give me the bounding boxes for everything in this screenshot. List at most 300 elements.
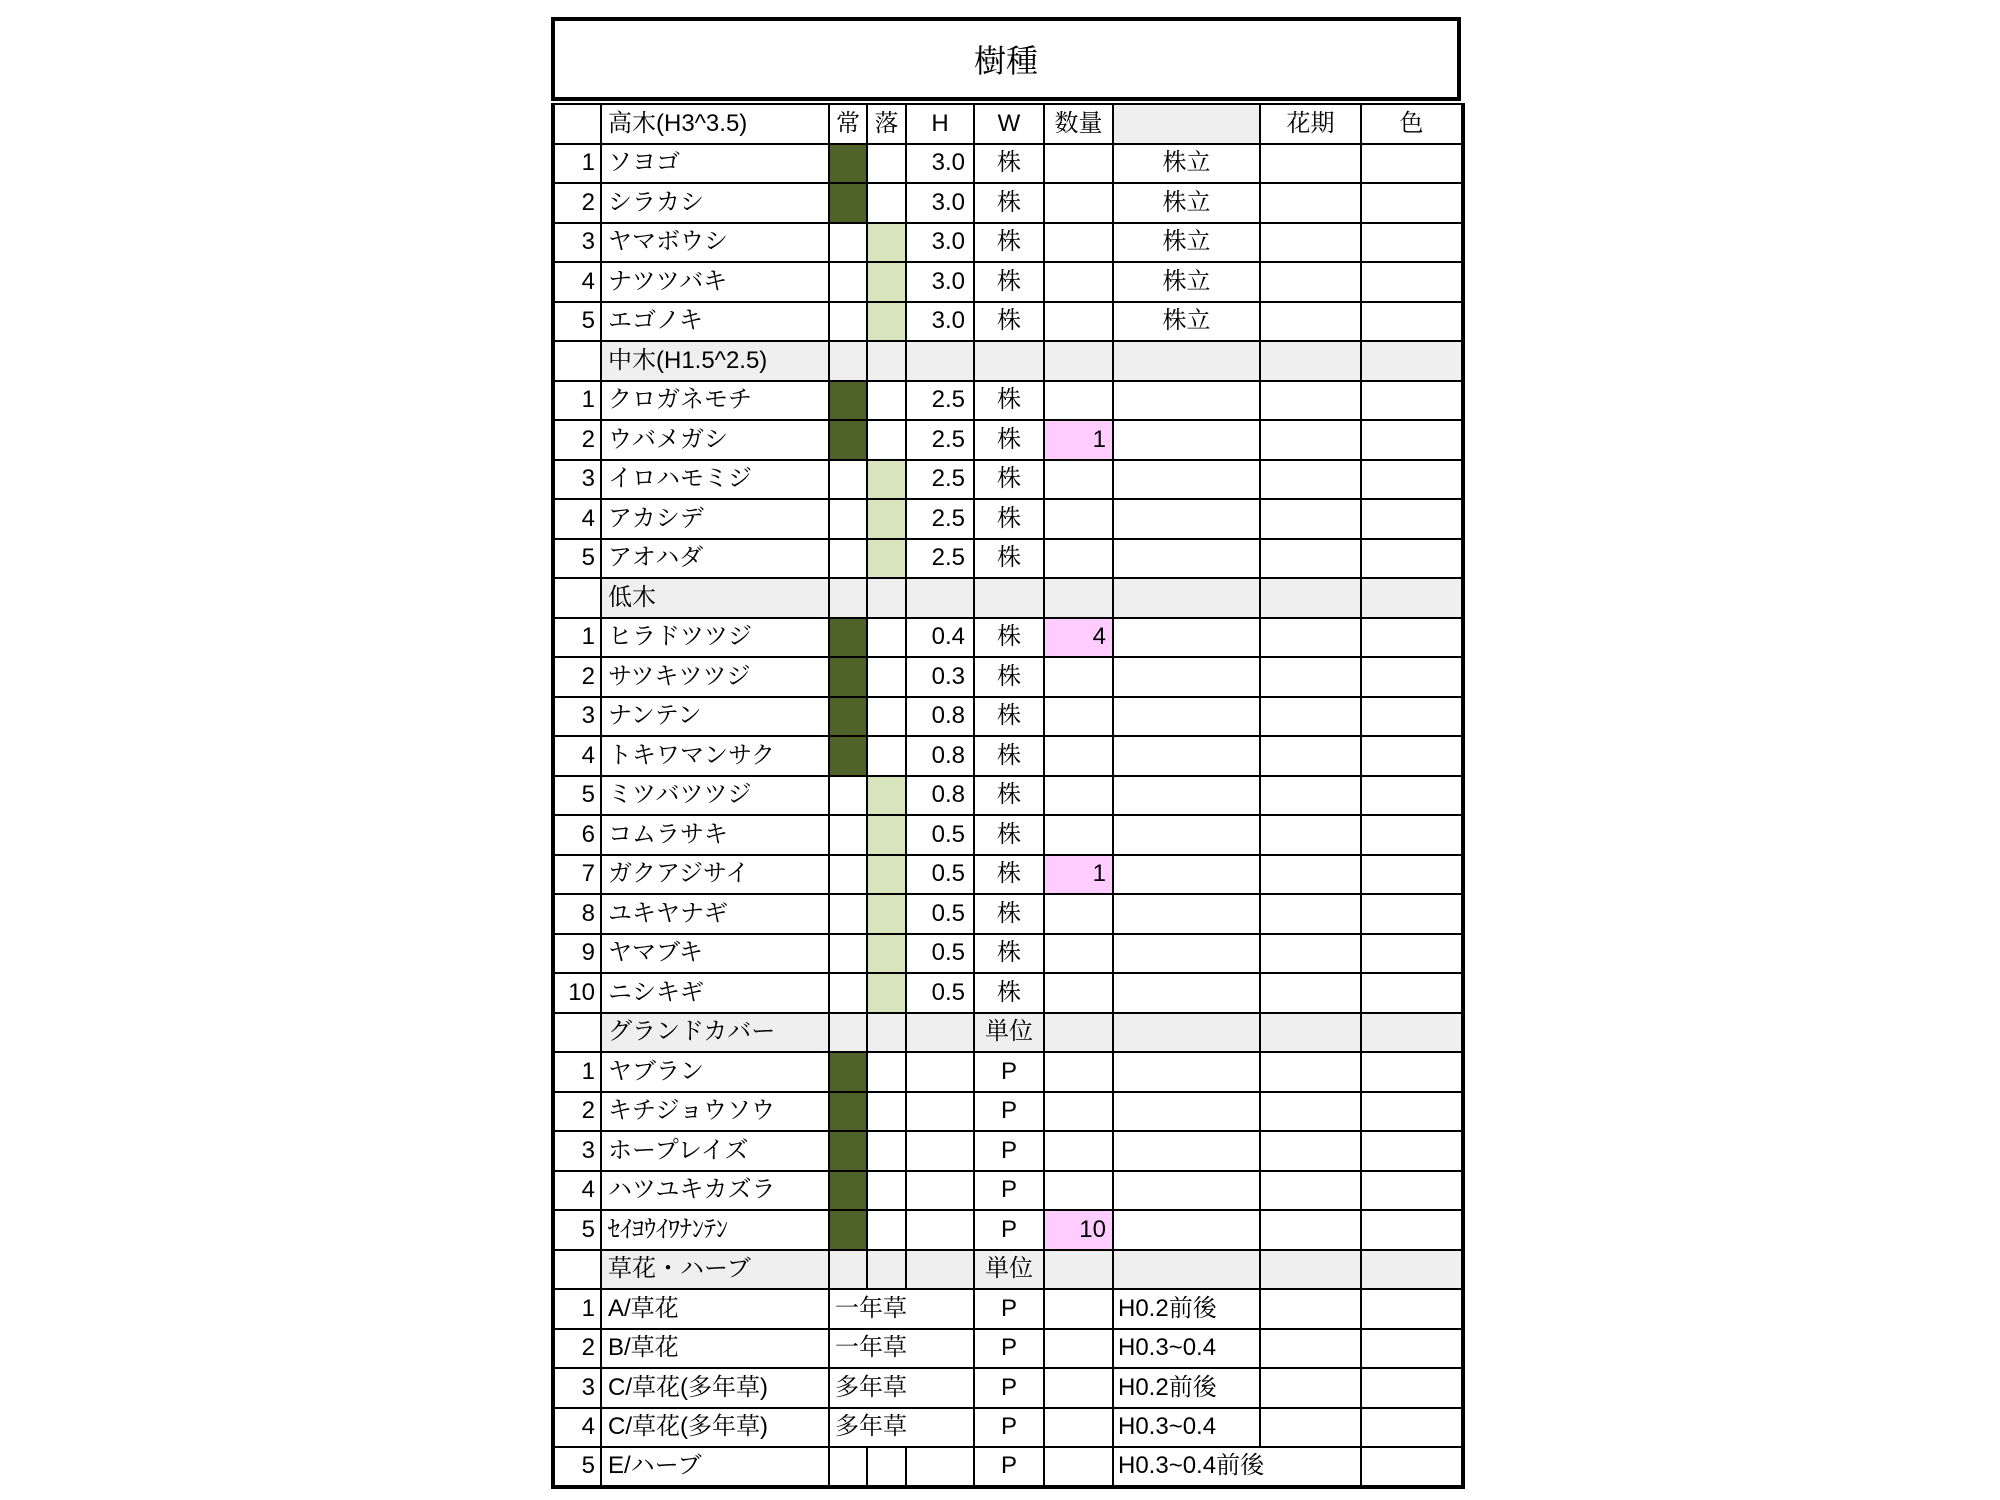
note-cell — [1113, 341, 1260, 381]
table-row — [553, 1052, 1463, 1092]
plant-name-cell: ホープレイズ — [601, 1131, 829, 1171]
unit-cell: 株 — [974, 855, 1044, 895]
height-cell: 2.5 — [906, 539, 974, 579]
plant-name-cell: ガクアジサイ — [601, 855, 829, 895]
row-number-cell: 1 — [553, 618, 601, 658]
unit-cell: 株 — [974, 973, 1044, 1013]
quantity-cell — [1044, 341, 1113, 381]
color-cell — [1361, 1329, 1463, 1369]
plant-name-cell: トキワマンサク — [601, 736, 829, 776]
table-row — [553, 776, 1463, 816]
evergreen-cell — [829, 420, 867, 460]
height-cell: 0.5 — [906, 934, 974, 974]
plant-kind-cell: 多年草 — [829, 1408, 974, 1448]
quantity-cell — [1044, 1131, 1113, 1171]
row-number-cell: 4 — [553, 1408, 601, 1448]
plant-name-cell: シラカシ — [601, 183, 829, 223]
quantity-cell — [1044, 934, 1113, 974]
plant-name-cell: エゴノキ — [601, 302, 829, 342]
quantity-cell — [1044, 302, 1113, 342]
header-quantity: 数量 — [1044, 104, 1113, 144]
color-cell — [1361, 1210, 1463, 1250]
plant-name-cell: ウバメガシ — [601, 420, 829, 460]
row-number-cell: 4 — [553, 736, 601, 776]
deciduous-cell — [867, 815, 906, 855]
height-cell: 3.0 — [906, 223, 974, 263]
bloom-cell — [1260, 697, 1361, 737]
quantity-cell — [1044, 1171, 1113, 1211]
color-cell — [1361, 1052, 1463, 1092]
quantity-cell: 4 — [1044, 618, 1113, 658]
evergreen-cell — [829, 1210, 867, 1250]
note-cell — [1113, 1131, 1260, 1171]
height-cell: 0.5 — [906, 894, 974, 934]
table-row — [553, 815, 1463, 855]
height-cell: 0.5 — [906, 973, 974, 1013]
unit-cell — [974, 578, 1044, 618]
color-cell — [1361, 1131, 1463, 1171]
table-row — [553, 1329, 1463, 1369]
unit-cell: P — [974, 1092, 1044, 1132]
tree-species-table — [551, 103, 1465, 1489]
quantity-cell — [1044, 657, 1113, 697]
unit-cell: 株 — [974, 539, 1044, 579]
evergreen-cell — [829, 855, 867, 895]
evergreen-cell — [829, 815, 867, 855]
note-cell: H0.3~0.4 — [1113, 1329, 1260, 1369]
bloom-cell — [1260, 1250, 1361, 1290]
height-cell — [906, 1052, 974, 1092]
bloom-cell — [1260, 1210, 1361, 1250]
plant-name-cell: C/草花(多年草) — [601, 1408, 829, 1448]
bloom-cell — [1260, 341, 1361, 381]
unit-cell: 株 — [974, 776, 1044, 816]
bloom-cell — [1260, 815, 1361, 855]
unit-cell: 株 — [974, 894, 1044, 934]
plant-name-cell: クロガネモチ — [601, 381, 829, 421]
note-cell — [1113, 815, 1260, 855]
deciduous-cell — [867, 934, 906, 974]
unit-cell: 株 — [974, 262, 1044, 302]
table-row — [553, 302, 1463, 342]
unit-cell: 単位 — [974, 1250, 1044, 1290]
quantity-cell: 10 — [1044, 1210, 1113, 1250]
note-cell: 株立 — [1113, 223, 1260, 263]
evergreen-cell — [829, 1171, 867, 1211]
quantity-cell — [1044, 499, 1113, 539]
bloom-cell — [1260, 578, 1361, 618]
unit-cell: P — [974, 1052, 1044, 1092]
quantity-cell — [1044, 223, 1113, 263]
quantity-cell — [1044, 1368, 1113, 1408]
unit-cell: 株 — [974, 815, 1044, 855]
deciduous-cell — [867, 499, 906, 539]
unit-cell: 株 — [974, 657, 1044, 697]
plant-name-cell: ハツユキカズラ — [601, 1171, 829, 1211]
note-cell: H0.2前後 — [1113, 1289, 1260, 1329]
unit-cell: P — [974, 1131, 1044, 1171]
deciduous-cell — [867, 855, 906, 895]
header-height: H — [906, 104, 974, 144]
bloom-cell — [1260, 657, 1361, 697]
section-label: 中木(H1.5^2.5) — [601, 341, 829, 381]
evergreen-cell — [829, 144, 867, 184]
note-cell — [1113, 776, 1260, 816]
plant-name-cell: ｾｲﾖｳｲﾜﾅﾝﾃﾝ — [601, 1210, 829, 1250]
row-number-cell: 8 — [553, 894, 601, 934]
evergreen-cell — [829, 499, 867, 539]
note-cell — [1113, 460, 1260, 500]
plant-name-cell: アカシデ — [601, 499, 829, 539]
table-row — [553, 697, 1463, 737]
deciduous-cell — [867, 657, 906, 697]
deciduous-cell — [867, 183, 906, 223]
row-number-cell: 3 — [553, 1131, 601, 1171]
height-cell — [906, 1210, 974, 1250]
note-cell — [1113, 1171, 1260, 1211]
deciduous-cell — [867, 697, 906, 737]
quantity-cell — [1044, 1289, 1113, 1329]
height-cell: 3.0 — [906, 302, 974, 342]
section-row — [553, 341, 1463, 381]
row-number-cell: 2 — [553, 657, 601, 697]
quantity-cell — [1044, 381, 1113, 421]
table-row — [553, 934, 1463, 974]
deciduous-cell — [867, 1013, 906, 1053]
height-cell — [906, 578, 974, 618]
evergreen-cell — [829, 736, 867, 776]
color-cell — [1361, 657, 1463, 697]
evergreen-cell — [829, 618, 867, 658]
row-number-cell: 5 — [553, 776, 601, 816]
bloom-cell — [1260, 420, 1361, 460]
sheet-title: 樹種 — [973, 43, 1038, 79]
note-cell — [1113, 420, 1260, 460]
height-cell: 3.0 — [906, 183, 974, 223]
color-cell — [1361, 539, 1463, 579]
header-bloom: 花期 — [1260, 104, 1361, 144]
color-cell — [1361, 420, 1463, 460]
plant-name-cell: A/草花 — [601, 1289, 829, 1329]
unit-cell: 株 — [974, 144, 1044, 184]
unit-cell: 株 — [974, 420, 1044, 460]
height-cell — [906, 1013, 974, 1053]
bloom-cell — [1260, 776, 1361, 816]
table-row — [553, 460, 1463, 500]
unit-cell: 株 — [974, 618, 1044, 658]
row-number-cell: 2 — [553, 1092, 601, 1132]
note-cell — [1113, 697, 1260, 737]
plant-name-cell: B/草花 — [601, 1329, 829, 1369]
note-cell — [1113, 539, 1260, 579]
section-label: グランドカバー — [601, 1013, 829, 1053]
sheet-title-box — [551, 17, 1461, 101]
deciduous-cell — [867, 302, 906, 342]
header-number-cell — [553, 104, 601, 144]
height-cell — [906, 1092, 974, 1132]
evergreen-cell — [829, 302, 867, 342]
deciduous-cell — [867, 1092, 906, 1132]
table-row — [553, 262, 1463, 302]
quantity-cell — [1044, 815, 1113, 855]
plant-name-cell: ニシキギ — [601, 973, 829, 1013]
bloom-cell — [1260, 618, 1361, 658]
note-cell: H0.2前後 — [1113, 1368, 1260, 1408]
row-number-cell — [553, 1013, 601, 1053]
note-cell: H0.3~0.4前後 — [1113, 1447, 1361, 1487]
deciduous-cell — [867, 460, 906, 500]
color-cell — [1361, 381, 1463, 421]
evergreen-cell — [829, 460, 867, 500]
bloom-cell — [1260, 1013, 1361, 1053]
height-cell — [906, 1447, 974, 1487]
note-cell — [1113, 657, 1260, 697]
evergreen-cell — [829, 894, 867, 934]
evergreen-cell — [829, 1092, 867, 1132]
bloom-cell — [1260, 1368, 1361, 1408]
quantity-cell — [1044, 578, 1113, 618]
evergreen-cell — [829, 1013, 867, 1053]
row-number-cell: 3 — [553, 1368, 601, 1408]
height-cell: 0.8 — [906, 697, 974, 737]
row-number-cell: 3 — [553, 223, 601, 263]
table-row — [553, 1289, 1463, 1329]
unit-cell: 株 — [974, 697, 1044, 737]
deciduous-cell — [867, 144, 906, 184]
deciduous-cell — [867, 381, 906, 421]
deciduous-cell — [867, 1052, 906, 1092]
table-row — [553, 144, 1463, 184]
plant-name-cell: アオハダ — [601, 539, 829, 579]
color-cell — [1361, 618, 1463, 658]
color-cell — [1361, 1289, 1463, 1329]
color-cell — [1361, 262, 1463, 302]
header-width: W — [974, 104, 1044, 144]
table-row — [553, 736, 1463, 776]
quantity-cell: 1 — [1044, 420, 1113, 460]
bloom-cell — [1260, 302, 1361, 342]
bloom-cell — [1260, 1289, 1361, 1329]
evergreen-cell — [829, 776, 867, 816]
plant-name-cell: ヤマボウシ — [601, 223, 829, 263]
quantity-cell — [1044, 736, 1113, 776]
row-number-cell: 5 — [553, 1210, 601, 1250]
evergreen-cell — [829, 539, 867, 579]
bloom-cell — [1260, 262, 1361, 302]
color-cell — [1361, 736, 1463, 776]
table-row — [553, 657, 1463, 697]
bloom-cell — [1260, 894, 1361, 934]
table-row — [553, 855, 1463, 895]
height-cell: 2.5 — [906, 381, 974, 421]
header-deciduous: 落 — [867, 104, 906, 144]
height-cell: 3.0 — [906, 144, 974, 184]
height-cell: 2.5 — [906, 460, 974, 500]
bloom-cell — [1260, 855, 1361, 895]
evergreen-cell — [829, 1131, 867, 1171]
deciduous-cell — [867, 894, 906, 934]
color-cell — [1361, 973, 1463, 1013]
note-cell: 株立 — [1113, 144, 1260, 184]
evergreen-cell — [829, 578, 867, 618]
table-row — [553, 894, 1463, 934]
table-row — [553, 1368, 1463, 1408]
row-number-cell: 3 — [553, 460, 601, 500]
unit-cell: P — [974, 1447, 1044, 1487]
note-cell — [1113, 578, 1260, 618]
deciduous-cell — [867, 736, 906, 776]
unit-cell: 株 — [974, 381, 1044, 421]
table-row — [553, 1408, 1463, 1448]
quantity-cell — [1044, 1250, 1113, 1290]
quantity-cell: 1 — [1044, 855, 1113, 895]
bloom-cell — [1260, 381, 1361, 421]
unit-cell: P — [974, 1210, 1044, 1250]
unit-cell: 株 — [974, 223, 1044, 263]
evergreen-cell — [829, 1250, 867, 1290]
note-cell: 株立 — [1113, 302, 1260, 342]
note-cell — [1113, 1250, 1260, 1290]
note-cell — [1113, 973, 1260, 1013]
row-number-cell: 2 — [553, 1329, 601, 1369]
color-cell — [1361, 934, 1463, 974]
header-evergreen: 常 — [829, 104, 867, 144]
note-cell — [1113, 1092, 1260, 1132]
height-cell: 2.5 — [906, 499, 974, 539]
table-row — [553, 1210, 1463, 1250]
color-cell — [1361, 1447, 1463, 1487]
bloom-cell — [1260, 183, 1361, 223]
row-number-cell: 2 — [553, 183, 601, 223]
deciduous-cell — [867, 1171, 906, 1211]
quantity-cell — [1044, 1447, 1113, 1487]
header-row — [553, 104, 1463, 144]
unit-cell: 株 — [974, 183, 1044, 223]
color-cell — [1361, 183, 1463, 223]
row-number-cell: 4 — [553, 1171, 601, 1211]
height-cell: 0.8 — [906, 776, 974, 816]
plant-name-cell: E/ハーブ — [601, 1447, 829, 1487]
note-cell — [1113, 1013, 1260, 1053]
bloom-cell — [1260, 223, 1361, 263]
row-number-cell — [553, 1250, 601, 1290]
evergreen-cell — [829, 934, 867, 974]
table-row — [553, 973, 1463, 1013]
bloom-cell — [1260, 1131, 1361, 1171]
color-cell — [1361, 499, 1463, 539]
table-row — [553, 183, 1463, 223]
color-cell — [1361, 302, 1463, 342]
plant-kind-cell: 一年草 — [829, 1289, 974, 1329]
row-number-cell: 5 — [553, 302, 601, 342]
section-row — [553, 578, 1463, 618]
bloom-cell — [1260, 1329, 1361, 1369]
bloom-cell — [1260, 1171, 1361, 1211]
color-cell — [1361, 1408, 1463, 1448]
table-row — [553, 1447, 1463, 1487]
plant-name-cell: キチジョウソウ — [601, 1092, 829, 1132]
header-category: 高木(H3^3.5) — [601, 104, 829, 144]
evergreen-cell — [829, 1052, 867, 1092]
row-number-cell: 10 — [553, 973, 601, 1013]
plant-name-cell: イロハモミジ — [601, 460, 829, 500]
bloom-cell — [1260, 1408, 1361, 1448]
row-number-cell: 4 — [553, 499, 601, 539]
color-cell — [1361, 855, 1463, 895]
deciduous-cell — [867, 1210, 906, 1250]
row-number-cell: 1 — [553, 1289, 601, 1329]
color-cell — [1361, 776, 1463, 816]
height-cell — [906, 1171, 974, 1211]
row-number-cell: 2 — [553, 420, 601, 460]
height-cell: 3.0 — [906, 262, 974, 302]
bloom-cell — [1260, 973, 1361, 1013]
note-cell — [1113, 499, 1260, 539]
section-label: 草花・ハーブ — [601, 1250, 829, 1290]
note-cell — [1113, 618, 1260, 658]
unit-cell: 株 — [974, 460, 1044, 500]
deciduous-cell — [867, 578, 906, 618]
table-row — [553, 381, 1463, 421]
quantity-cell — [1044, 776, 1113, 816]
quantity-cell — [1044, 1013, 1113, 1053]
height-cell: 0.5 — [906, 855, 974, 895]
color-cell — [1361, 1092, 1463, 1132]
plant-name-cell: ミツバツツジ — [601, 776, 829, 816]
height-cell — [906, 341, 974, 381]
row-number-cell: 7 — [553, 855, 601, 895]
plant-name-cell: ナンテン — [601, 697, 829, 737]
note-cell — [1113, 381, 1260, 421]
plant-name-cell: コムラサキ — [601, 815, 829, 855]
note-cell: H0.3~0.4 — [1113, 1408, 1260, 1448]
row-number-cell: 4 — [553, 262, 601, 302]
plant-kind-cell: 多年草 — [829, 1368, 974, 1408]
color-cell — [1361, 1171, 1463, 1211]
unit-cell: 単位 — [974, 1013, 1044, 1053]
table-row — [553, 1171, 1463, 1211]
unit-cell: 株 — [974, 499, 1044, 539]
quantity-cell — [1044, 144, 1113, 184]
quantity-cell — [1044, 1052, 1113, 1092]
height-cell: 2.5 — [906, 420, 974, 460]
deciduous-cell — [867, 341, 906, 381]
height-cell — [906, 1131, 974, 1171]
note-cell — [1113, 855, 1260, 895]
evergreen-cell — [829, 697, 867, 737]
row-number-cell: 1 — [553, 381, 601, 421]
table-row — [553, 223, 1463, 263]
header-note — [1113, 104, 1260, 144]
evergreen-cell — [829, 973, 867, 1013]
note-cell — [1113, 894, 1260, 934]
quantity-cell — [1044, 973, 1113, 1013]
bloom-cell — [1260, 736, 1361, 776]
unit-cell — [974, 341, 1044, 381]
section-label: 低木 — [601, 578, 829, 618]
deciduous-cell — [867, 618, 906, 658]
row-number-cell: 3 — [553, 697, 601, 737]
plant-name-cell: ヤブラン — [601, 1052, 829, 1092]
evergreen-cell — [829, 183, 867, 223]
deciduous-cell — [867, 1250, 906, 1290]
height-cell: 0.3 — [906, 657, 974, 697]
table-row — [553, 420, 1463, 460]
unit-cell: P — [974, 1289, 1044, 1329]
deciduous-cell — [867, 539, 906, 579]
bloom-cell — [1260, 144, 1361, 184]
color-cell — [1361, 1013, 1463, 1053]
